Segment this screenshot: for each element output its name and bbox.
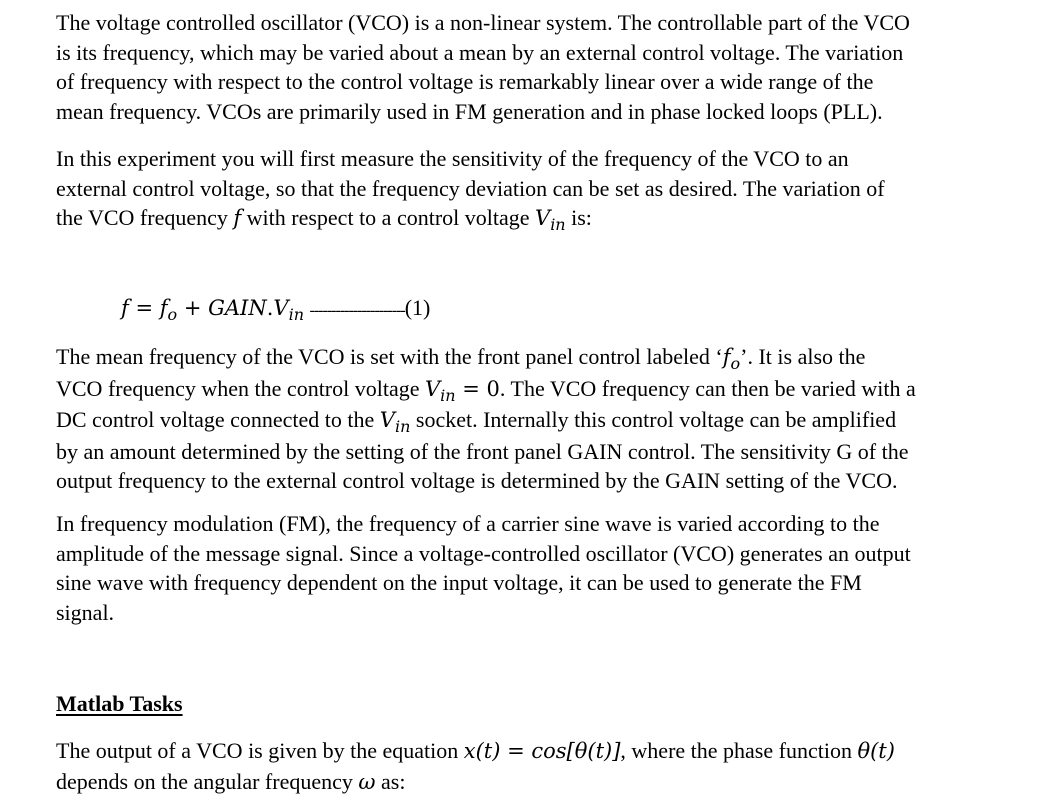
eq-gain: GAIN xyxy=(208,296,267,320)
text-fragment: with respect to a control voltage xyxy=(241,205,536,230)
math-v: V xyxy=(535,206,551,230)
math-omega: ω xyxy=(358,769,376,794)
math-vin xyxy=(535,206,566,234)
math-subscript-in: in xyxy=(550,215,566,234)
eq-f0 xyxy=(159,296,178,324)
text-line xyxy=(56,342,1016,374)
eq-label: (1) xyxy=(404,295,431,320)
text-line: sine wave with frequency dependent on the input voltage, it can be used to generate the FM xyxy=(56,570,862,595)
text-line xyxy=(56,405,1016,437)
text-line xyxy=(56,374,1016,406)
text-line: external control voltage, so that the frequency deviation can be set as desired. The variation of xyxy=(56,175,885,201)
text-fragment: The mean frequency of the VCO is set with the front panel control labeled ‘ xyxy=(56,344,723,369)
paragraph-vco-intro xyxy=(56,8,1016,126)
math-subscript-in: in xyxy=(440,385,456,405)
math-vin xyxy=(379,408,411,436)
text-line: signal. xyxy=(56,599,115,625)
text-line: mean frequency. VCOs are primarily used in FM generation and in phase locked loops (PLL). xyxy=(56,98,883,124)
text-fragment: VCO frequency when the control voltage xyxy=(56,375,425,401)
eq-dot: . xyxy=(266,296,274,320)
math-subscript-in: in xyxy=(394,417,411,436)
text-fragment: as: xyxy=(375,768,406,794)
math-xt: x(t) = cos[θ(t)] xyxy=(463,739,621,763)
math-v: V xyxy=(425,376,441,401)
paragraph-experiment xyxy=(56,144,1016,235)
eq-equals: = xyxy=(128,296,160,320)
math-subscript-o: o xyxy=(730,354,741,373)
text-line: output frequency to the external control voltage is determined by the GAIN setting of the VCO. xyxy=(56,468,898,493)
text-fragment: ’. It is also the xyxy=(740,344,866,369)
math-v: V xyxy=(379,408,395,432)
text-line: is its frequency, which may be varied about a mean by an external control voltage. The variation xyxy=(56,39,904,65)
eq-plus: + xyxy=(177,296,209,320)
text-fragment: . The VCO frequency can then be varied with a xyxy=(499,375,916,401)
text-fragment: , where the phase function xyxy=(620,738,858,763)
math-f0 xyxy=(722,345,741,373)
text-line: amplitude of the message signal. Since a voltage-controlled oscillator (VCO) generates an output xyxy=(56,540,911,566)
math-equals-zero: = 0 xyxy=(455,376,500,401)
math-f: f xyxy=(233,206,242,230)
text-fragment: depends on the angular frequency xyxy=(56,768,359,794)
eq-subscript-in: in xyxy=(288,305,305,324)
text-fragment: the VCO frequency xyxy=(56,205,234,230)
text-fragment: is: xyxy=(565,205,592,230)
text-fragment: socket. Internally this control voltage can be amplified xyxy=(410,407,897,432)
math-f: f xyxy=(722,345,731,369)
text-line: In frequency modulation (FM), the frequency of a carrier sine wave is varied according to the xyxy=(56,511,880,536)
eq-f: f xyxy=(159,296,168,320)
text-fragment: DC control voltage connected to the xyxy=(56,407,380,432)
eq-dashes: ---------------------- xyxy=(309,302,405,319)
eq-v: V xyxy=(273,296,289,320)
text-line: by an amount determined by the setting of the front panel GAIN control. The sensitivity G of the xyxy=(56,438,909,464)
eq-subscript-o: o xyxy=(167,305,178,324)
text-line: of frequency with respect to the control voltage is remarkably linear over a wide range of the xyxy=(56,69,874,94)
paragraph-fm xyxy=(56,509,1016,627)
text-line: In this experiment you will first measure the sensitivity of the frequency of the VCO to an xyxy=(56,146,849,171)
text-line xyxy=(56,203,1016,235)
text-line: The voltage controlled oscillator (VCO) is a non-linear system. The controllable part of the VCO xyxy=(56,10,910,35)
section-heading-matlab-tasks: Matlab Tasks xyxy=(56,691,183,716)
paragraph-mean-frequency xyxy=(56,342,1016,496)
paragraph-vco-output xyxy=(56,736,1016,797)
eq-lhs-f: f xyxy=(121,296,129,320)
text-fragment: The output of a VCO is given by the equation xyxy=(56,738,464,763)
text-line xyxy=(56,767,1016,798)
equation-1 xyxy=(121,293,430,326)
text-line xyxy=(56,736,1016,767)
math-theta: θ(t) xyxy=(857,739,895,763)
math-vin xyxy=(425,376,456,405)
eq-vin xyxy=(273,296,305,324)
